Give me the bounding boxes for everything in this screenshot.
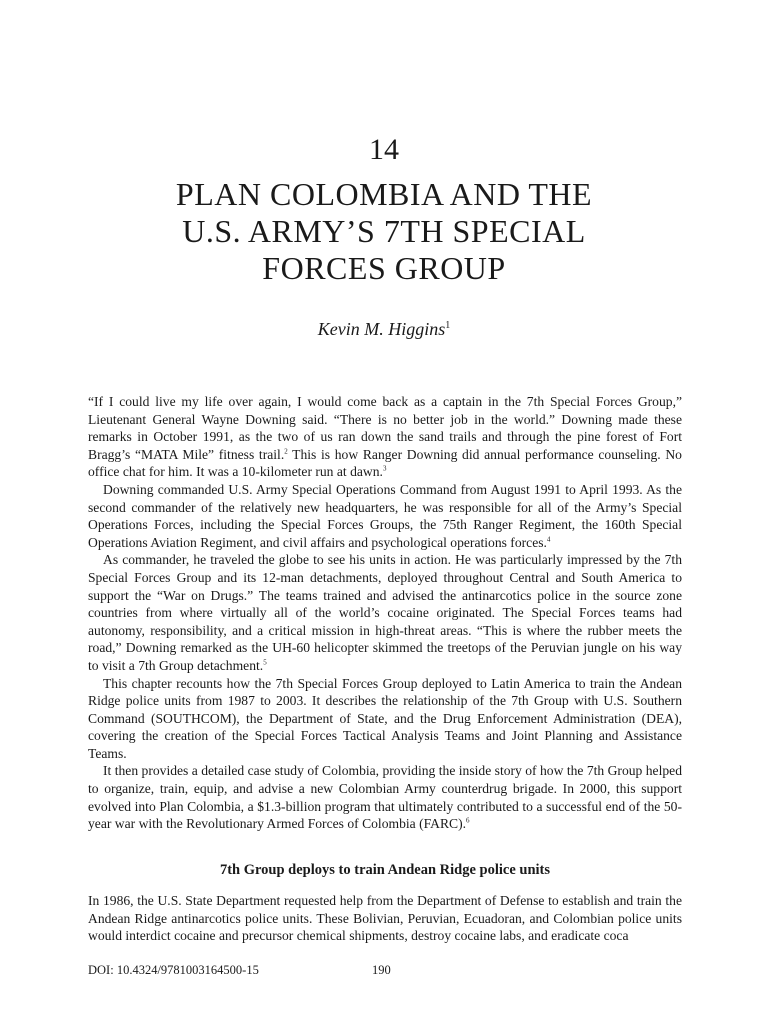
paragraph-text: This chapter recounts how the 7th Special Forces Group deployed to Latin America to train the Andean Ridge police units from 1987 to 2003. It describes the relationship of the 7th Group with U.S. Southern Command (SOUTHCOM), the Department of State, and the Drug Enforcement Administration (DEA), covering the creation of the Special Forces Tactical Analysis Teams and Joint Planning and Assistance Teams. — [88, 675, 682, 761]
paragraph — [88, 481, 682, 551]
footnote-ref: 2 — [284, 447, 288, 456]
chapter-title-line: PLAN COLOMBIA AND THE — [175, 176, 593, 212]
footnote-ref: 6 — [466, 816, 470, 825]
page-number: 190 — [372, 963, 391, 977]
chapter-title — [0, 176, 768, 287]
body-text — [88, 393, 682, 833]
footnote-ref: 4 — [546, 535, 551, 544]
paragraph-text: This is how Ranger Downing did annual performance counseling. No office chat for him. It was a 10-kilometer run at dawn. — [88, 446, 682, 480]
paragraph — [88, 551, 682, 674]
paragraph — [88, 762, 682, 832]
chapter-number: 14 — [369, 133, 399, 166]
footnote-ref: 1 — [445, 320, 451, 331]
paragraph-text: Downing commanded U.S. Army Special Operations Command from August 1991 to April 1993. As the second commander of the relatively new headquarters, he was responsible for all of the Army’s Special Operations Forces, including the Special Forces Groups, the 75th Ranger Regiment, the 160th Special Operations Aviation Regiment, and civil affairs and psychological operations forces. — [88, 481, 682, 550]
footnote-ref: 3 — [382, 464, 387, 473]
author-byline — [0, 318, 768, 340]
paragraph — [88, 675, 682, 763]
author-name: Kevin M. Higgins — [317, 319, 446, 339]
paragraph-text: It then provides a detailed case study of Colombia, providing the inside story of how the 7th Group helped to organize, train, equip, and advise a new Colombian Army counterdrug brigade. In 2000, this support evolved into Plan Colombia, a $1.3-billion program that ultimately contributed to a successful end of the 50-year war with the Revolutionary Armed Forces of Colombia (FARC). — [88, 763, 682, 832]
paragraph — [88, 393, 682, 481]
section-text — [88, 892, 682, 945]
chapter-title-line: FORCES GROUP — [262, 250, 506, 286]
footnote-ref: 5 — [263, 658, 267, 667]
footer-doi: DOI: 10.4324/9781003164500-15 — [88, 963, 259, 977]
paragraph: In 1986, the U.S. State Department requested help from the Department of Defense to establish and train the Andean Ridge antinarcotics police units. These Bolivian, Peruvian, Ecuadoran, and Colombian police units would interdict cocaine and precursor chemical shipments, destroy cocaine labs, and eradicate coca — [88, 893, 682, 944]
paragraph-text: “If I could live my life over again, I would come back as a captain in the 7th Special Forces Group,” Lieutenant General Wayne Downing said. “There is no better job in the world.” Downing made these remarks in October 1991, as the two of us ran down the sand trails and through the pine forest of Fort Bragg’s “MATA Mile” fitness trail. — [88, 394, 682, 462]
chapter-title-line: U.S. ARMY’S 7TH SPECIAL — [182, 213, 586, 249]
paragraph-text: As commander, he traveled the globe to see his units in action. He was particularly impressed by the 7th Special Forces Group and its 12-man detachments, deployed throughout Central and South America to support the “War on Drugs.” The teams trained and advised the antinarcotics police in the source zone countries from where virtually all of the world’s cocaine originated. The Special Forces teams had autonomy, responsibility, and a critical mission in high-threat areas. “This is where the rubber meets the road,” Downing remarked as the UH-60 helicopter skimmed the treetops of the Peruvian jungle on his way to visit a 7th Group detachment. — [88, 552, 682, 673]
section-heading: 7th Group deploys to train Andean Ridge police units — [219, 862, 551, 878]
